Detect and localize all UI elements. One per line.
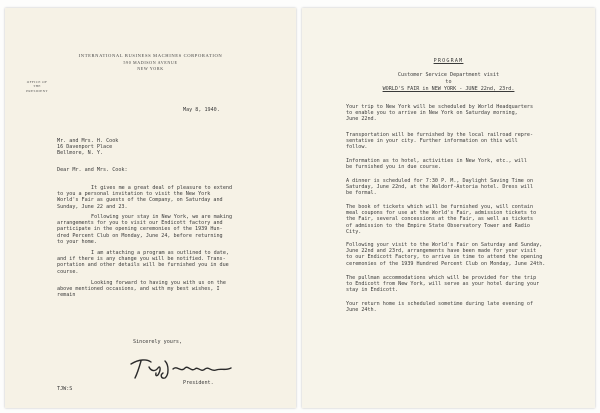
text-line: The pullman accommodations which will be provided for the trip	[346, 275, 537, 281]
text-line: Sunday, June 22 and 23.	[57, 203, 128, 210]
letter-closing: Sincerely yours,	[133, 339, 183, 345]
text-line: participate in the opening ceremonies of the 1939 Hun-	[57, 226, 223, 233]
text-line: portation and other details will be furnished you in due	[57, 262, 229, 269]
program-paragraph	[346, 132, 586, 151]
office-line-1: OFFICE OF	[26, 80, 48, 84]
text-line: The book of tickets which will be furnished you, will contain	[346, 204, 534, 210]
text-line: City.	[346, 228, 362, 235]
text-line: course.	[57, 268, 79, 275]
program-event-title: WORLD'S FAIR in NEW YORK - JUNE 22nd, 23rd.	[382, 86, 515, 92]
program-paragraph	[346, 275, 586, 294]
text-line: remain	[57, 292, 76, 299]
program-paragraph	[346, 104, 586, 123]
text-line: arrangements for you to visit our Endicott factory and	[57, 220, 223, 227]
text-line: to Endicott from New York, will serve as your hotel during your	[346, 281, 540, 288]
recipient-line: Mr. and Mrs. H. Cook	[57, 138, 119, 144]
text-line: World's Fair as guests of the Company, on Saturday and	[57, 197, 223, 204]
text-line: to our Endicott Factory, to arrive in time to attend the opening	[346, 254, 543, 261]
text-line: to enable you to arrive in New York on Saturday morning,	[346, 110, 518, 117]
letter-paragraph	[57, 250, 279, 275]
program-page	[302, 8, 595, 408]
recipient-block	[57, 138, 118, 157]
program-paragraph	[346, 158, 586, 170]
office-line-2: THE PRESIDENT	[26, 84, 48, 93]
text-line: June 22nd and 23rd, arrangements have been made for your visit	[346, 248, 537, 255]
text-line: be formal.	[346, 190, 377, 197]
salutation: Dear Mr. and Mrs. Cook:	[57, 167, 128, 173]
text-line: follow.	[346, 144, 368, 151]
text-line: to you a personal invitation to visit the New York	[57, 191, 211, 198]
text-line: stay in Endicott.	[346, 287, 399, 294]
typist-initials: TJW:S	[57, 386, 73, 392]
text-line: I am attaching a program as outlined to date,	[91, 250, 230, 256]
program-subtitle: Customer Service Department visit	[397, 72, 500, 78]
handwritten-signature	[125, 355, 255, 381]
text-line: the Fair, several concessions at the Fair, as well as tickets	[346, 216, 534, 223]
text-line: dred Percent Club on Monday, June 24, before returning	[57, 232, 223, 239]
program-heading: PROGRAM	[433, 58, 464, 64]
program-paragraph	[346, 178, 586, 197]
text-line: It gives me a great deal of pleasure to extend	[91, 185, 233, 191]
program-paragraph	[346, 204, 586, 235]
letter-page	[5, 8, 296, 408]
text-line: of admission to the Empire State Observatory Tower and Radio	[346, 222, 531, 229]
program-paragraph	[346, 242, 586, 267]
text-line: Following your stay in New York, we are making	[91, 214, 233, 220]
letterhead-company: INTERNATIONAL BUSINESS MACHINES CORPORATION	[78, 53, 223, 58]
program-subtitle-to: to	[445, 79, 452, 85]
letterhead-address: 590 MADISON AVENUE	[123, 60, 178, 65]
program-paragraph	[346, 301, 586, 313]
text-line: sentative in your city. Further information on this will	[346, 138, 518, 145]
text-line: June 22nd.	[346, 116, 377, 123]
letter-paragraph	[57, 185, 279, 210]
text-line: A dinner is scheduled for 7:30 P. M., Daylight Saving Time on	[346, 178, 534, 184]
letter-paragraph	[57, 280, 279, 299]
text-line: Following your visit to the World's Fair on Saturday and Sunday,	[346, 242, 543, 248]
text-line: Your trip to New York will be scheduled by World Headquarters	[346, 104, 534, 110]
text-line: be furnished you in due course.	[346, 164, 442, 171]
text-line: Looking forward to having you with us on the	[91, 280, 226, 286]
office-of-president	[22, 80, 52, 93]
text-line: Transportation will be furnished by the local railroad repre-	[346, 132, 534, 138]
recipient-line: 16 Davenport Place	[57, 144, 113, 151]
text-line: Your return home is scheduled sometime during late evening of	[346, 301, 534, 307]
text-line: meal coupons for use at the World's Fair, admission tickets to	[346, 210, 537, 217]
text-line: Information as to hotel, activities in New York, etc., will	[346, 158, 527, 164]
letterhead-city: NEW YORK	[137, 66, 164, 71]
text-line: and if there is any change you will be notified. Trans-	[57, 256, 226, 263]
text-line: above mentioned occasions, and with my best wishes, I	[57, 286, 220, 293]
signature-title: President.	[183, 380, 214, 386]
recipient-line: Bellmore, N. Y.	[57, 150, 104, 157]
letter-paragraph	[57, 214, 279, 245]
text-line: June 24th.	[346, 307, 377, 314]
text-line: ceremonies of the 1939 Hundred Percent Club on Monday, June 24th.	[346, 260, 546, 267]
text-line: Saturday, June 22nd, at the Waldorf-Astoria hotel. Dress will	[346, 184, 534, 191]
text-line: to your home.	[57, 238, 97, 245]
letter-date: May 8, 1940.	[183, 107, 220, 113]
